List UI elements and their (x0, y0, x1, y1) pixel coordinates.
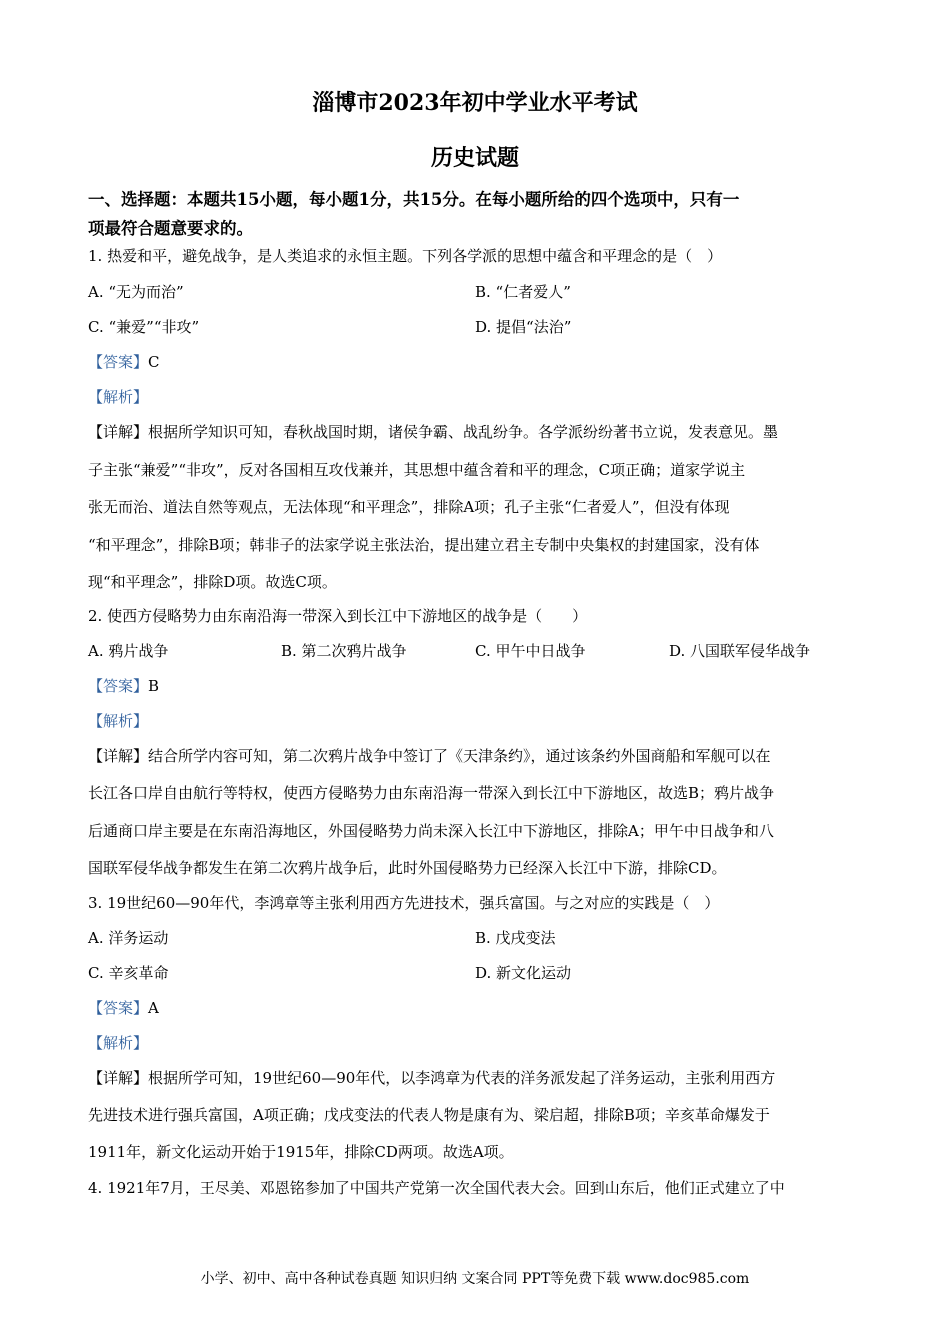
question-2-detail-line: 国联军侵华战争都发生在第二次鸦片战争后，此时外国侵略势力已经深入长江中下游，排除CD。 (88, 859, 727, 877)
question-2-option-c: C. 甲午中日战争 (475, 642, 586, 660)
question-2-analysis-label: 【解析】 (88, 712, 149, 730)
question-2-detail-line (88, 745, 863, 766)
question-1-option-d: D. 提倡“法治” (475, 318, 572, 336)
question-3-stem: 3. 19世纪60—90年代，李鸿章等主张利用西方先进技术，强兵富国。与之对应的实践是（ ） (88, 894, 720, 912)
question-3-option-b: B. 戊戌变法 (475, 929, 556, 947)
detail-label: 【详解】 (88, 423, 149, 441)
answer-value: C (148, 353, 160, 371)
question-1-answer (88, 351, 863, 372)
detail-text: 根据所学可知，19世纪60—90年代，以李鸿章为代表的洋务派发起了洋务运动，主张利用西方 (148, 1069, 776, 1087)
question-1-detail-line: 现“和平理念”，排除D项。故选C项。 (88, 573, 337, 591)
answer-label: 【答案】 (88, 999, 149, 1017)
question-2-answer (88, 675, 863, 696)
question-2-detail-line: 后通商口岸主要是在东南沿海地区，外国侵略势力尚未深入长江中下游地区，排除A；甲午中日战争和八 (88, 822, 774, 840)
question-3-option-c: C. 辛亥革命 (88, 964, 169, 982)
question-1-option-c: C. “兼爱”“非攻” (88, 318, 200, 336)
question-1-analysis-label: 【解析】 (88, 388, 149, 406)
question-1-option-a: A. “无为而治” (88, 283, 184, 301)
question-1-detail-line: “和平理念”，排除B项；韩非子的法家学说主张法治，提出建立君主专制中央集权的封建国家，没有体 (88, 536, 760, 554)
detail-label: 【详解】 (88, 747, 149, 765)
section-heading-line2: 项最符合题意要求的。 (88, 219, 253, 238)
page-footer: 小学、初中、高中各种试卷真题 知识归纳 文案合同 PPT等免费下载 www.doc985.com (200, 1271, 750, 1287)
detail-text: 结合所学内容可知，第二次鸦片战争中签订了《天津条约》，通过该条约外国商船和军舰可以在 (148, 747, 771, 765)
answer-value: B (148, 677, 160, 695)
question-1-detail-line (88, 421, 863, 442)
question-1-detail-line: 张无而治、道法自然等观点，无法体现“和平理念”，排除A项；孔子主张“仁者爱人”，但没有体现 (88, 498, 730, 516)
question-2-option-a: A. 鸦片战争 (88, 642, 169, 660)
question-3-option-d: D. 新文化运动 (475, 964, 572, 982)
detail-text: 根据所学知识可知，春秋战国时期，诸侯争霸、战乱纷争。各学派纷纷著书立说，发表意见。墨 (148, 423, 779, 441)
question-1-option-b: B. “仁者爱人” (475, 283, 571, 301)
question-4-stem: 4. 1921年7月，王尽美、邓恩铭参加了中国共产党第一次全国代表大会。回到山东后，他们正式建立了中 (88, 1179, 785, 1197)
answer-label: 【答案】 (88, 353, 149, 371)
section-heading-line1: 一、选择题：本题共15小题，每小题1分，共15分。在每小题所给的四个选项中，只有一 (88, 190, 740, 209)
question-3-detail-line (88, 1067, 863, 1088)
answer-value: A (148, 999, 159, 1017)
question-2-detail-line: 长江各口岸自由航行等特权，使西方侵略势力由东南沿海一带深入到长江中下游地区，故选B；鸦片战争 (88, 784, 775, 802)
answer-label: 【答案】 (88, 677, 149, 695)
question-1-stem: 1. 热爱和平，避免战争，是人类追求的永恒主题。下列各学派的思想中蕴含和平理念的是（ ） (88, 247, 723, 265)
question-3-option-a: A. 洋务运动 (88, 929, 169, 947)
question-1-detail-line: 子主张“兼爱”“非攻”，反对各国相互攻伐兼并，其思想中蕴含着和平的理念，C项正确；道家学说主 (88, 461, 746, 479)
question-2-option-b: B. 第二次鸦片战争 (281, 642, 407, 660)
question-3-analysis-label: 【解析】 (88, 1034, 149, 1052)
question-3-detail-line: 先进技术进行强兵富国，A项正确；戊戌变法的代表人物是康有为、梁启超，排除B项；辛亥革命爆发于 (88, 1106, 770, 1124)
exam-title: 淄博市2023年初中学业水平考试 (312, 90, 638, 116)
question-3-detail-line: 1911年，新文化运动开始于1915年，排除CD两项。故选A项。 (88, 1143, 514, 1161)
exam-subtitle: 历史试题 (430, 145, 519, 171)
question-3-answer (88, 997, 863, 1018)
question-2-stem: 2. 使西方侵略势力由东南沿海一带深入到长江中下游地区的战争是（ ） (88, 607, 588, 625)
question-2-option-d: D. 八国联军侵华战争 (669, 642, 811, 660)
detail-label: 【详解】 (88, 1069, 149, 1087)
